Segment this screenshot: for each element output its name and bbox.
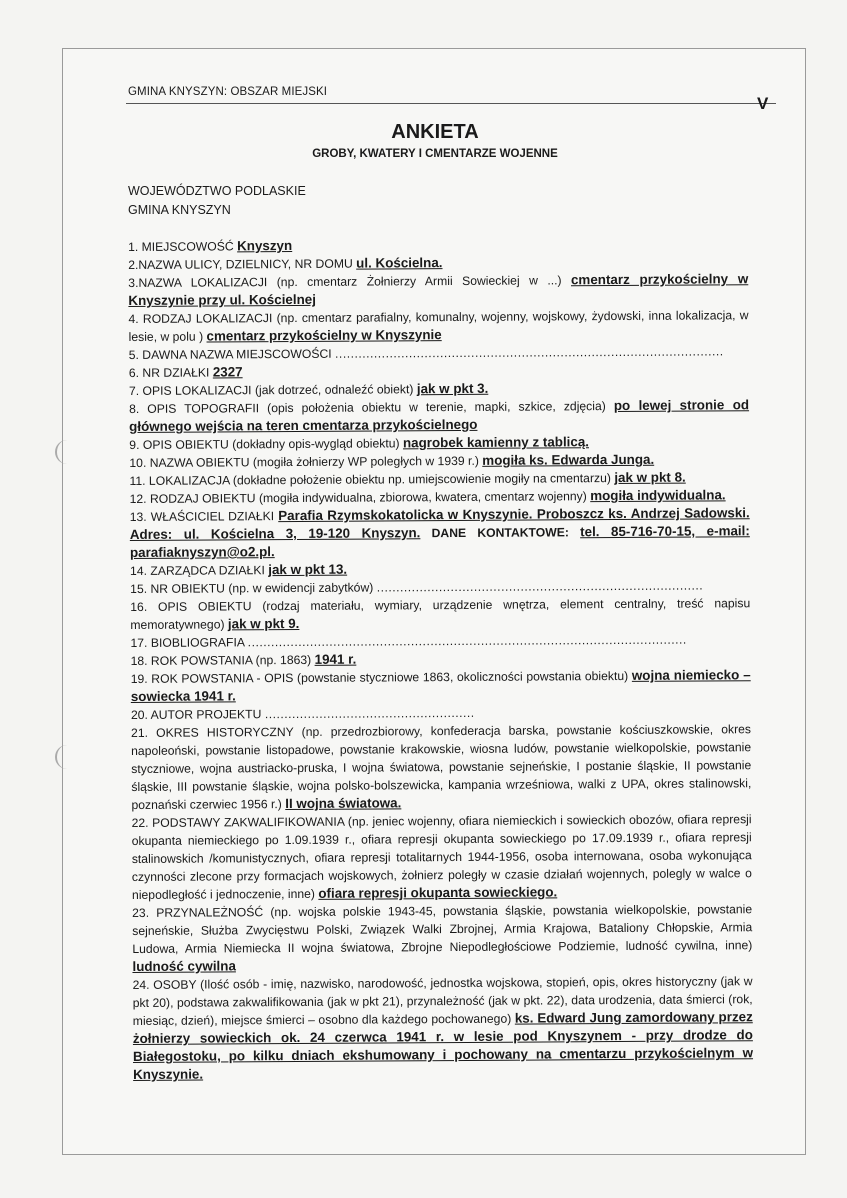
survey-item: 1. MIEJSCOWOŚĆ Knyszyn <box>128 237 293 254</box>
survey-items <box>128 234 753 1084</box>
voivodeship-label: WOJEWÓDZTWO PODLASKIE <box>128 184 306 198</box>
answer: Parafia Rzymskokatolicka w Knyszynie. Proboszcz ks. Andrzej Sadowski. Adres: ul. Kościelna 3, 19-120 Knyszyn. <box>129 505 750 542</box>
blank-dots: .................................................................................... <box>376 578 704 595</box>
survey-item: 2.NAZWA ULICY, DZIELNICY, NR DOMU ul. Kościelna. <box>128 255 443 272</box>
contact-answer: tel. 85-716-70-15, e-mail: parafiaknyszyn@o2.pl. <box>129 523 750 560</box>
section-number: V <box>757 94 769 113</box>
survey-item: 5. DAWNA NAZWA MIEJSCOWOŚCI .................................................................................................... <box>128 344 724 362</box>
punch-hole-mark <box>55 745 79 769</box>
document-subtitle: GROBY, KWATERY I CMENTARZE WOJENNE <box>312 148 558 160</box>
answer: jak w pkt 3. <box>416 380 489 397</box>
blank-dots: .................................................................................................... <box>334 344 724 361</box>
answer: Knyszyn <box>237 237 293 254</box>
survey-item: 11. LOKALIZACJA (dokładne położenie obiektu np. umiejscowienie mogiły na cmentarzu) jak w pkt 8. <box>129 469 686 488</box>
answer: mogiła indywidualna. <box>590 487 726 504</box>
blank-dots: ................................................................................................................. <box>247 632 687 650</box>
answer: cmentarz przykościelny w Knyszynie przy ul. Kościelnej <box>128 271 749 308</box>
survey-item: 14. ZARZĄDCA DZIAŁKI jak w pkt 13. <box>129 561 348 578</box>
survey-item: 19. ROK POWSTANIA - OPIS (powstanie styczniowe 1863, okoliczności powstania obiektu) wojna niemiecko – sowiecka 1941 r. <box>130 667 751 704</box>
answer: cmentarz przykościelny w Knyszynie <box>206 327 442 344</box>
document-header: GMINA KNYSZYN: OBSZAR MIEJSKI <box>128 86 328 98</box>
answer: ofiara represji okupanta sowieckiego. <box>318 884 558 901</box>
answer: 2327 <box>212 364 243 380</box>
commune-label: GMINA KNYSZYN <box>128 203 231 217</box>
survey-item: 8. OPIS TOPOGRAFII (opis położenia obiektu w terenie, mapki, szkice, zdjęcia) po lewej stronie od głównego wejścia na teren cmentarza przykościelnego <box>129 397 750 434</box>
survey-item: 4. RODZAJ LOKALIZACJI (np. cmentarz parafialny, komunalny, wojenny, wojskowy, żydowski, inna lokalizacja, w lesie, w polu ) cmentarz przykościelny w Knyszynie <box>128 308 749 344</box>
survey-item: 21. OKRES HISTORYCZNY (np. przedrozbiorowy, konfederacja barska, powstanie kościuszkowskie, okres napoleoński, powstanie listopadowe, powstanie krakowskie, wiosna ludów, powstanie wielkopolskie, powstanie styczniowe, wojna austriacko-pruska, I wojna światowa, powstanie sejneńskie, I postanie śląskie, II powstanie śląskie, III powstanie śląskie, wojna polsko-bolszewicka, kampania wrześniowa, walki z UPA, okres stalinowski, poznański czerwiec 1956 r.) II wojna światowa. <box>130 722 752 812</box>
survey-item: 24. OSOBY (Ilość osób - imię, nazwisko, narodowość, jednostka wojskowa, stopień, opis, okres historyczny (jak w pkt 20), podstawa zakwalifikowania (jak w pkt 21), przynależność (jak w pkt. 22), data urodzenia, data śmierci (rok, miesiąc, dzień), miejsce śmierci – osobno dla każdego pochowanego) ks. Edward Jung zamordowany przez żołnierzy sowieckich ok. 24 czerwca 1941 r. w lesie pod Knyszynem - przy drodze do Białegostoku, po kilku dniach ekshumowany i pochowany na cmentarzu przykościelnym w Knyszynie. <box>132 974 754 1082</box>
survey-item: 13. WŁAŚCICIEL DZIAŁKI Parafia Rzymskokatolicka w Knyszynie. Proboszcz ks. Andrzej Sadowski. Adres: ul. Kościelna 3, 19-120 Knyszyn. DANE KONTAKTOWE: tel. 85-716-70-15, e-mail: parafiaknyszyn@o2.pl. <box>129 505 750 560</box>
survey-item: 16. OPIS OBIEKTU (rodzaj materiału, wymiary, urządzenie wnętrza, element centralny, treść napisu memoratywnego) jak w pkt 9. <box>130 596 751 632</box>
answer: 1941 r. <box>314 651 357 667</box>
document-title: ANKIETA <box>391 121 479 143</box>
contact-label: DANE KONTAKTOWE: <box>431 525 569 541</box>
answer: II wojna światowa. <box>285 795 402 812</box>
answer: ludność cywilna <box>132 958 236 974</box>
blank-dots: ...................................................... <box>264 705 475 722</box>
survey-item: 17. BIOBLIOGRAFIA ................................................................................................................. <box>130 632 687 650</box>
survey-item: 15. NR OBIEKTU (np. w ewidencji zabytków) .................................................................................... <box>130 578 704 596</box>
survey-item: 9. OPIS OBIEKTU (dokładny opis-wygląd obiektu) nagrobek kamienny z tablicą. <box>129 434 590 452</box>
survey-item: 7. OPIS LOKALIZACJI (jak dotrzeć, odnaleźć obiekt) jak w pkt 3. <box>128 380 489 398</box>
answer: jak w pkt 13. <box>268 561 348 578</box>
answer: wojna niemiecko – sowiecka 1941 r. <box>130 667 751 704</box>
answer: nagrobek kamienny z tablicą. <box>402 434 590 451</box>
answer: ul. Kościelna. <box>356 255 443 271</box>
answer: mogiła ks. Edwarda Junga. <box>482 451 655 468</box>
survey-item: 20. AUTOR PROJEKTU ...................................................... <box>130 705 475 722</box>
answer: po lewej stronie od głównego wejścia na teren cmentarza przykościelnego <box>129 397 750 434</box>
survey-item: 18. ROK POWSTANIA (np. 1863) 1941 r. <box>130 651 357 668</box>
survey-item: 6. NR DZIAŁKI 2327 <box>128 364 243 380</box>
survey-item: 12. RODZAJ OBIEKTU (mogiła indywidualna, zbiorowa, kwatera, cmentarz wojenny) mogiła indywidualna. <box>129 487 726 506</box>
survey-item: 23. PRZYNALEŻNOŚĆ (np. wojska polskie 1943-45, powstania śląskie, powstania wielkopolskie, powstanie sejneńskie, Służba Zwycięstwu Polski, Związek Walki Zbrojnej, Armia Krajowa, Bataliony Chłopskie, Armia Ludowa, Armia Niemiecka II wojna światowa, Zbrojne Niepodległościowe Podziemie, ludność cywilna, inne) ludność cywilna <box>132 902 753 974</box>
survey-item: 22. PODSTAWY ZAKWALIFIKOWANIA (np. jeniec wojenny, ofiara niemieckich i sowieckich obozów, ofiara represji okupanta niemieckiego po 1.09.1939 r., ofiara represji okupanta sowieckiego po 17.09.1939 r., ofiara represji stalinowskich /komunistycznych, ofiara represji totalitarnych 1944-1956, osoba internowana, osoba wykonująca czynności zlecone przy formacjach wojskowych, żołnierz poległy w czasie działań wojennych, polegly w walce o niepodległość i jednoczenie, inne) ofiara represji okupanta sowieckiego. <box>131 812 752 902</box>
survey-item: 10. NAZWA OBIEKTU (mogiła żołnierzy WP poległych w 1939 r.) mogiła ks. Edwarda Junga. <box>129 451 655 470</box>
answer: ks. Edward Jung zamordowany przez żołnierzy sowieckich ok. 24 czerwca 1941 r. w lesie pod Knyszynem - przy drodze do Białegostoku, po kilku dniach ekshumowany i pochowany na cmentarzu przykościelnym w Knyszynie. <box>132 1009 754 1082</box>
answer: jak w pkt 9. <box>227 615 300 632</box>
answer: jak w pkt 8. <box>614 469 686 486</box>
punch-hole-mark <box>55 440 79 464</box>
survey-item: 3.NAZWA LOKALIZACJI (np. cmentarz Żołnierzy Armii Sowieckiej w ...) cmentarz przykościelny w Knyszynie przy ul. Kościelnej <box>128 271 749 308</box>
header-divider <box>126 103 776 104</box>
